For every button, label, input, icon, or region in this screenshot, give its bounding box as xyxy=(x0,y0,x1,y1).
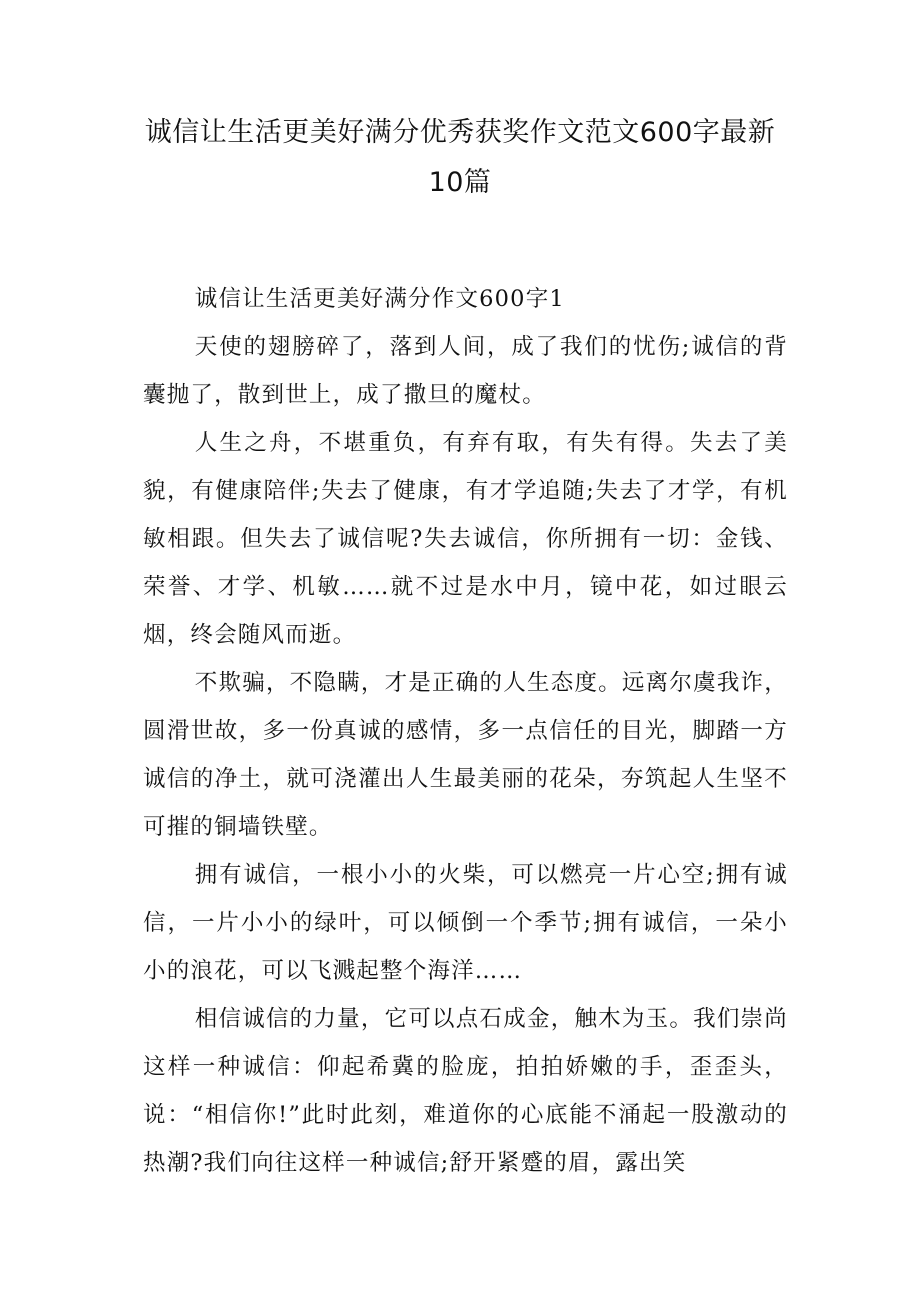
document-title-line-2: 10篇 xyxy=(428,167,492,198)
document-title-line-1: 诚信让生活更美好满分优秀获奖作文范文600字最新 xyxy=(144,117,776,148)
paragraph-5: 相信诚信的力量，它可以点石成金，触木为玉。我们崇尚这样一种诚信：仰起希冀的脸庞，拍拍娇嫩的手，歪歪头，说：“相信你!”此时此刻，难道你的心底能不涌起一股激动的热潮?我们向往这样一种诚信;舒开紧蹙的眉，露出笑 xyxy=(143,1006,788,1176)
paragraph-3: 不欺骗，不隐瞒，才是正确的人生态度。远离尔虞我诈，圆滑世故，多一份真诚的感情，多一点信任的目光，脚踏一方诚信的净土，就可浇灌出人生最美丽的花朵，夯筑起人生坚不可摧的铜墙铁壁。 xyxy=(143,670,788,840)
paragraph-4: 拥有诚信，一根小小的火柴，可以燃亮一片心空;拥有诚信，一片小小的绿叶，可以倾倒一个季节;拥有诚信，一朵小小的浪花，可以飞溅起整个海洋…… xyxy=(143,862,788,984)
paragraph-2: 人生之舟，不堪重负，有弃有取，有失有得。失去了美貌，有健康陪伴;失去了健康，有才学追随;失去了才学，有机敏相跟。但失去了诚信呢?失去诚信，你所拥有一切：金钱、荣誉、才学、机敏……就不过是水中月，镜中花，如过眼云烟，终会随风而逝。 xyxy=(143,430,788,648)
document-title xyxy=(120,108,800,208)
document-body xyxy=(143,275,788,1187)
paragraph-1: 天使的翅膀碎了，落到人间，成了我们的忧伤;诚信的背囊抛了，散到世上，成了撒旦的魔杖。 xyxy=(143,334,788,408)
essay-subheading: 诚信让生活更美好满分作文600字1 xyxy=(194,286,565,312)
